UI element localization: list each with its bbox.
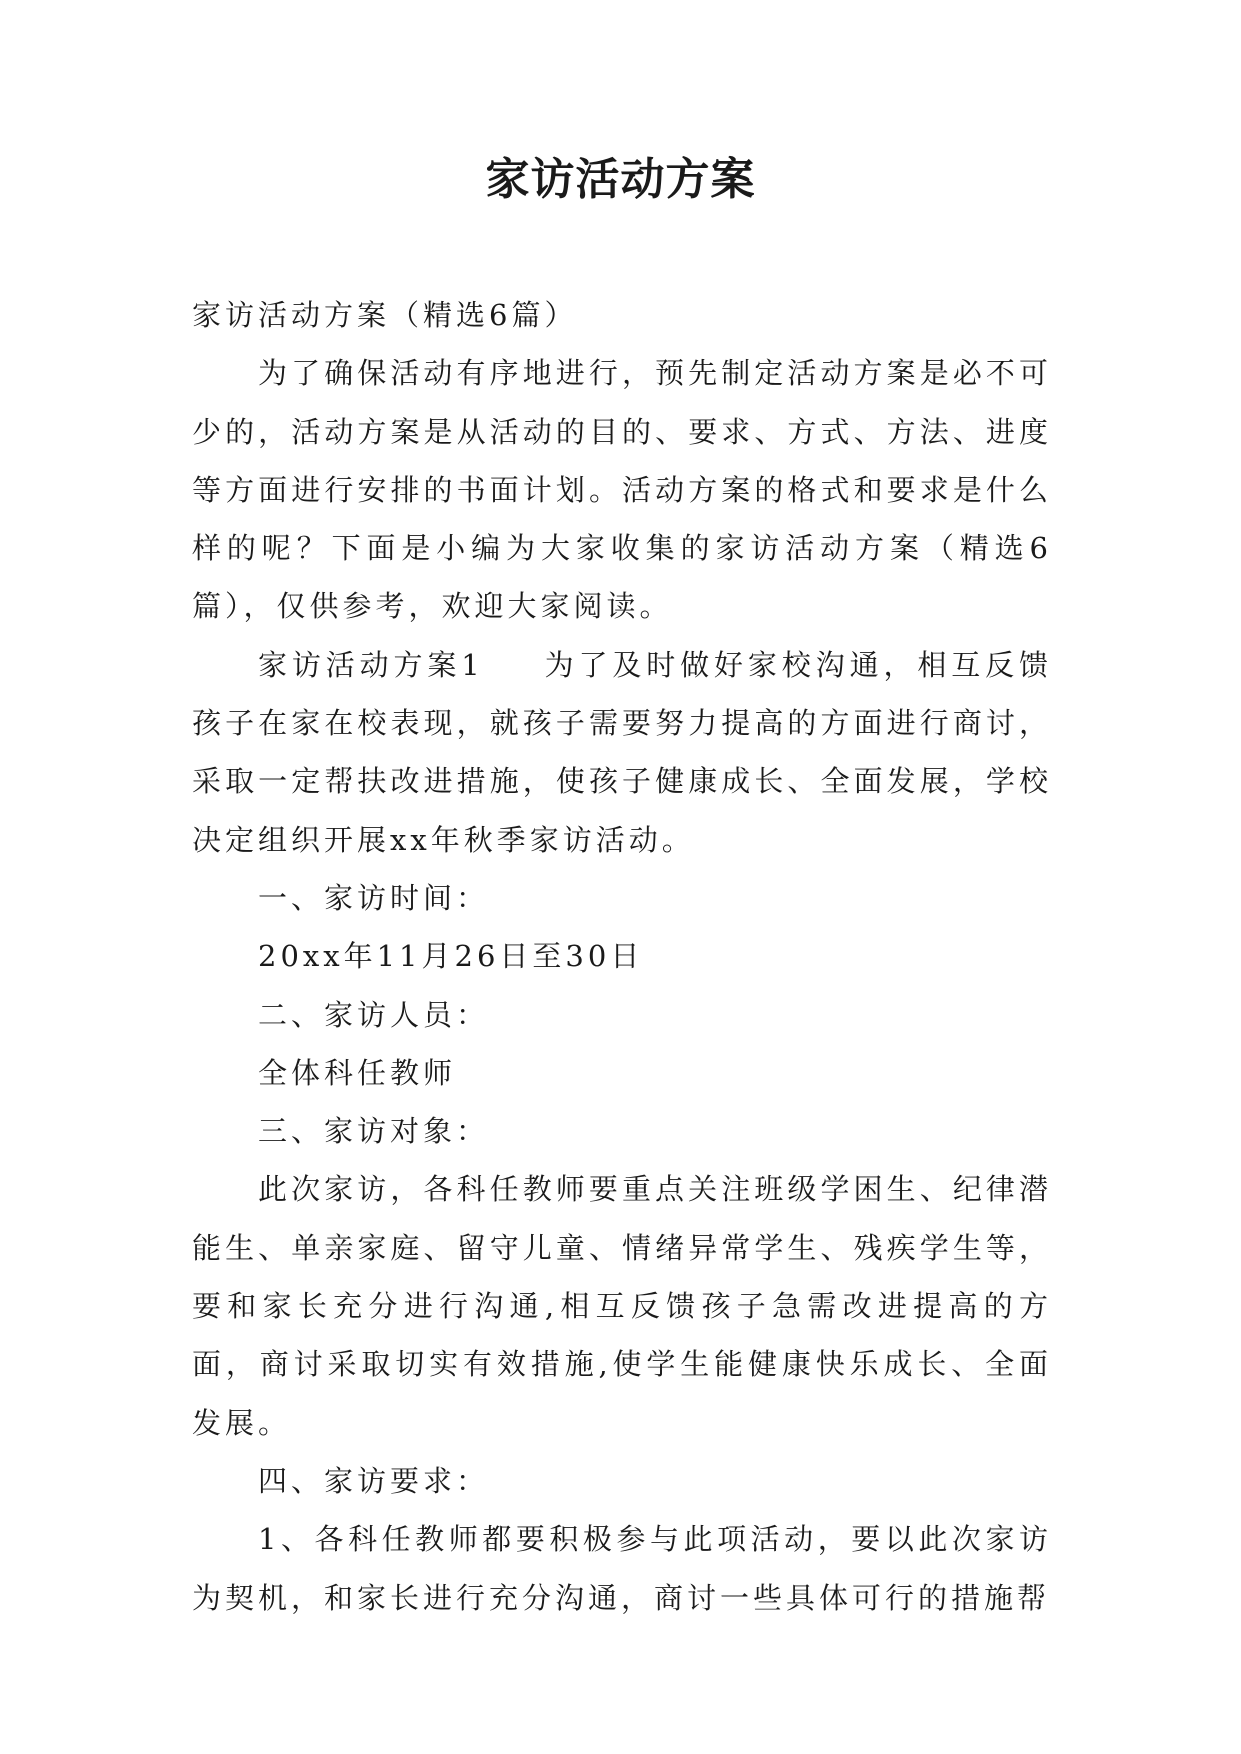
document-body bbox=[192, 286, 1052, 1627]
section-1-heading: 家访活动方案1 bbox=[258, 647, 484, 682]
heading-visit-staff: 二、家访人员： bbox=[258, 997, 490, 1032]
section-1-text: 为了及时做好家校沟通，相互反馈孩子在家在校表现，就孩子需要努力提高的方面进行商讨，采取一定帮扶改进措施，使孩子健康成长、全面发展，学校决定组织开展xx年秋季家访活动。 bbox=[192, 647, 1052, 857]
heading-visit-requirements: 四、家访要求： bbox=[258, 1463, 490, 1498]
visit-staff-value: 全体科任教师 bbox=[258, 1055, 457, 1090]
section-1-paragraph bbox=[192, 636, 1052, 869]
heading-visit-time: 一、家访时间： bbox=[258, 880, 490, 915]
visit-time-value: 20xx年11月26日至30日 bbox=[258, 939, 644, 974]
intro-paragraph: 为了确保活动有序地进行，预先制定活动方案是必不可少的，活动方案是从活动的目的、要求、方式、方法、进度等方面进行安排的书面计划。活动方案的格式和要求是什么样的呢？下面是小编为大家收集的家访活动方案（精选6篇），仅供参考，欢迎大家阅读。 bbox=[192, 356, 1052, 624]
document-title: 家访活动方案 bbox=[485, 154, 756, 205]
visit-targets-paragraph: 此次家访，各科任教师要重点关注班级学困生、纪律潜能生、单亲家庭、留守儿童、情绪异常学生、残疾学生等，要和家长充分进行沟通,相互反馈孩子急需改进提高的方面，商讨采取切实有效措施,使学生能健康快乐成长、全面发展。 bbox=[192, 1172, 1052, 1440]
subtitle-paragraph: 家访活动方案（精选6篇） bbox=[192, 298, 578, 332]
heading-visit-targets: 三、家访对象： bbox=[258, 1114, 490, 1149]
requirement-1-paragraph: 1、各科任教师都要积极参与此项活动，要以此次家访为契机，和家长进行充分沟通，商讨一些具体可行的措施帮 bbox=[192, 1522, 1052, 1615]
